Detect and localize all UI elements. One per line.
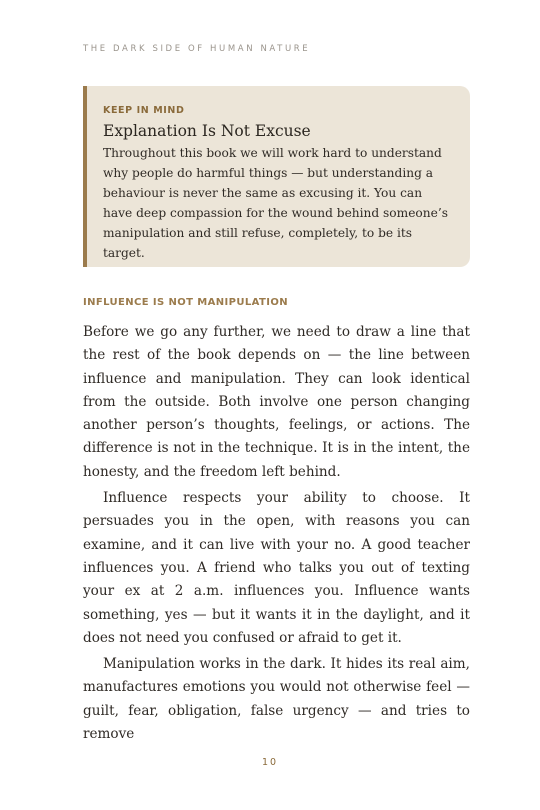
paragraph-1: Before we go any further, we need to draw a line that the rest of the book depends on — the line between influence and manipulation. They can look identical from the outside. Both involve one person changing another person’s thoughts, feelings, or actions. The difference is not in the technique. It is in the intent, the honesty, and the freedom left behind. — [83, 324, 470, 480]
body-text — [83, 321, 470, 743]
page-number: 10 — [261, 757, 279, 768]
running-header: THE DARK SIDE OF HUMAN NATURE — [83, 44, 311, 54]
callout-body: Throughout this book we will work hard to understand why people do harmful things — but understanding a behaviour is never the same as excusing it. You can have deep compassion for the wound behind someone’s manipulation and still refuse, completely, to be its target. — [103, 146, 448, 260]
callout-kicker: KEEP IN MIND — [103, 105, 185, 116]
section-heading: INFLUENCE IS NOT MANIPULATION — [83, 297, 289, 308]
keep-in-mind-callout — [83, 86, 470, 267]
callout-title: Explanation Is Not Excuse — [103, 122, 311, 140]
paragraph-2: Influence respects your ability to choose. It persuades you in the open, with reasons you can examine, and it can live with your no. A good teacher influences you. A friend who talks you out of texting your ex at 2 a.m. influences you. Influence wants something, yes — but it wants it in the daylight, and it does not need you confused or afraid to get it. — [83, 490, 470, 646]
paragraph-3: Manipulation works in the dark. It hides its real aim, manufactures emotions you would not otherwise feel — guilt, fear, obligation, false urgency — and tries to remove — [83, 656, 470, 743]
